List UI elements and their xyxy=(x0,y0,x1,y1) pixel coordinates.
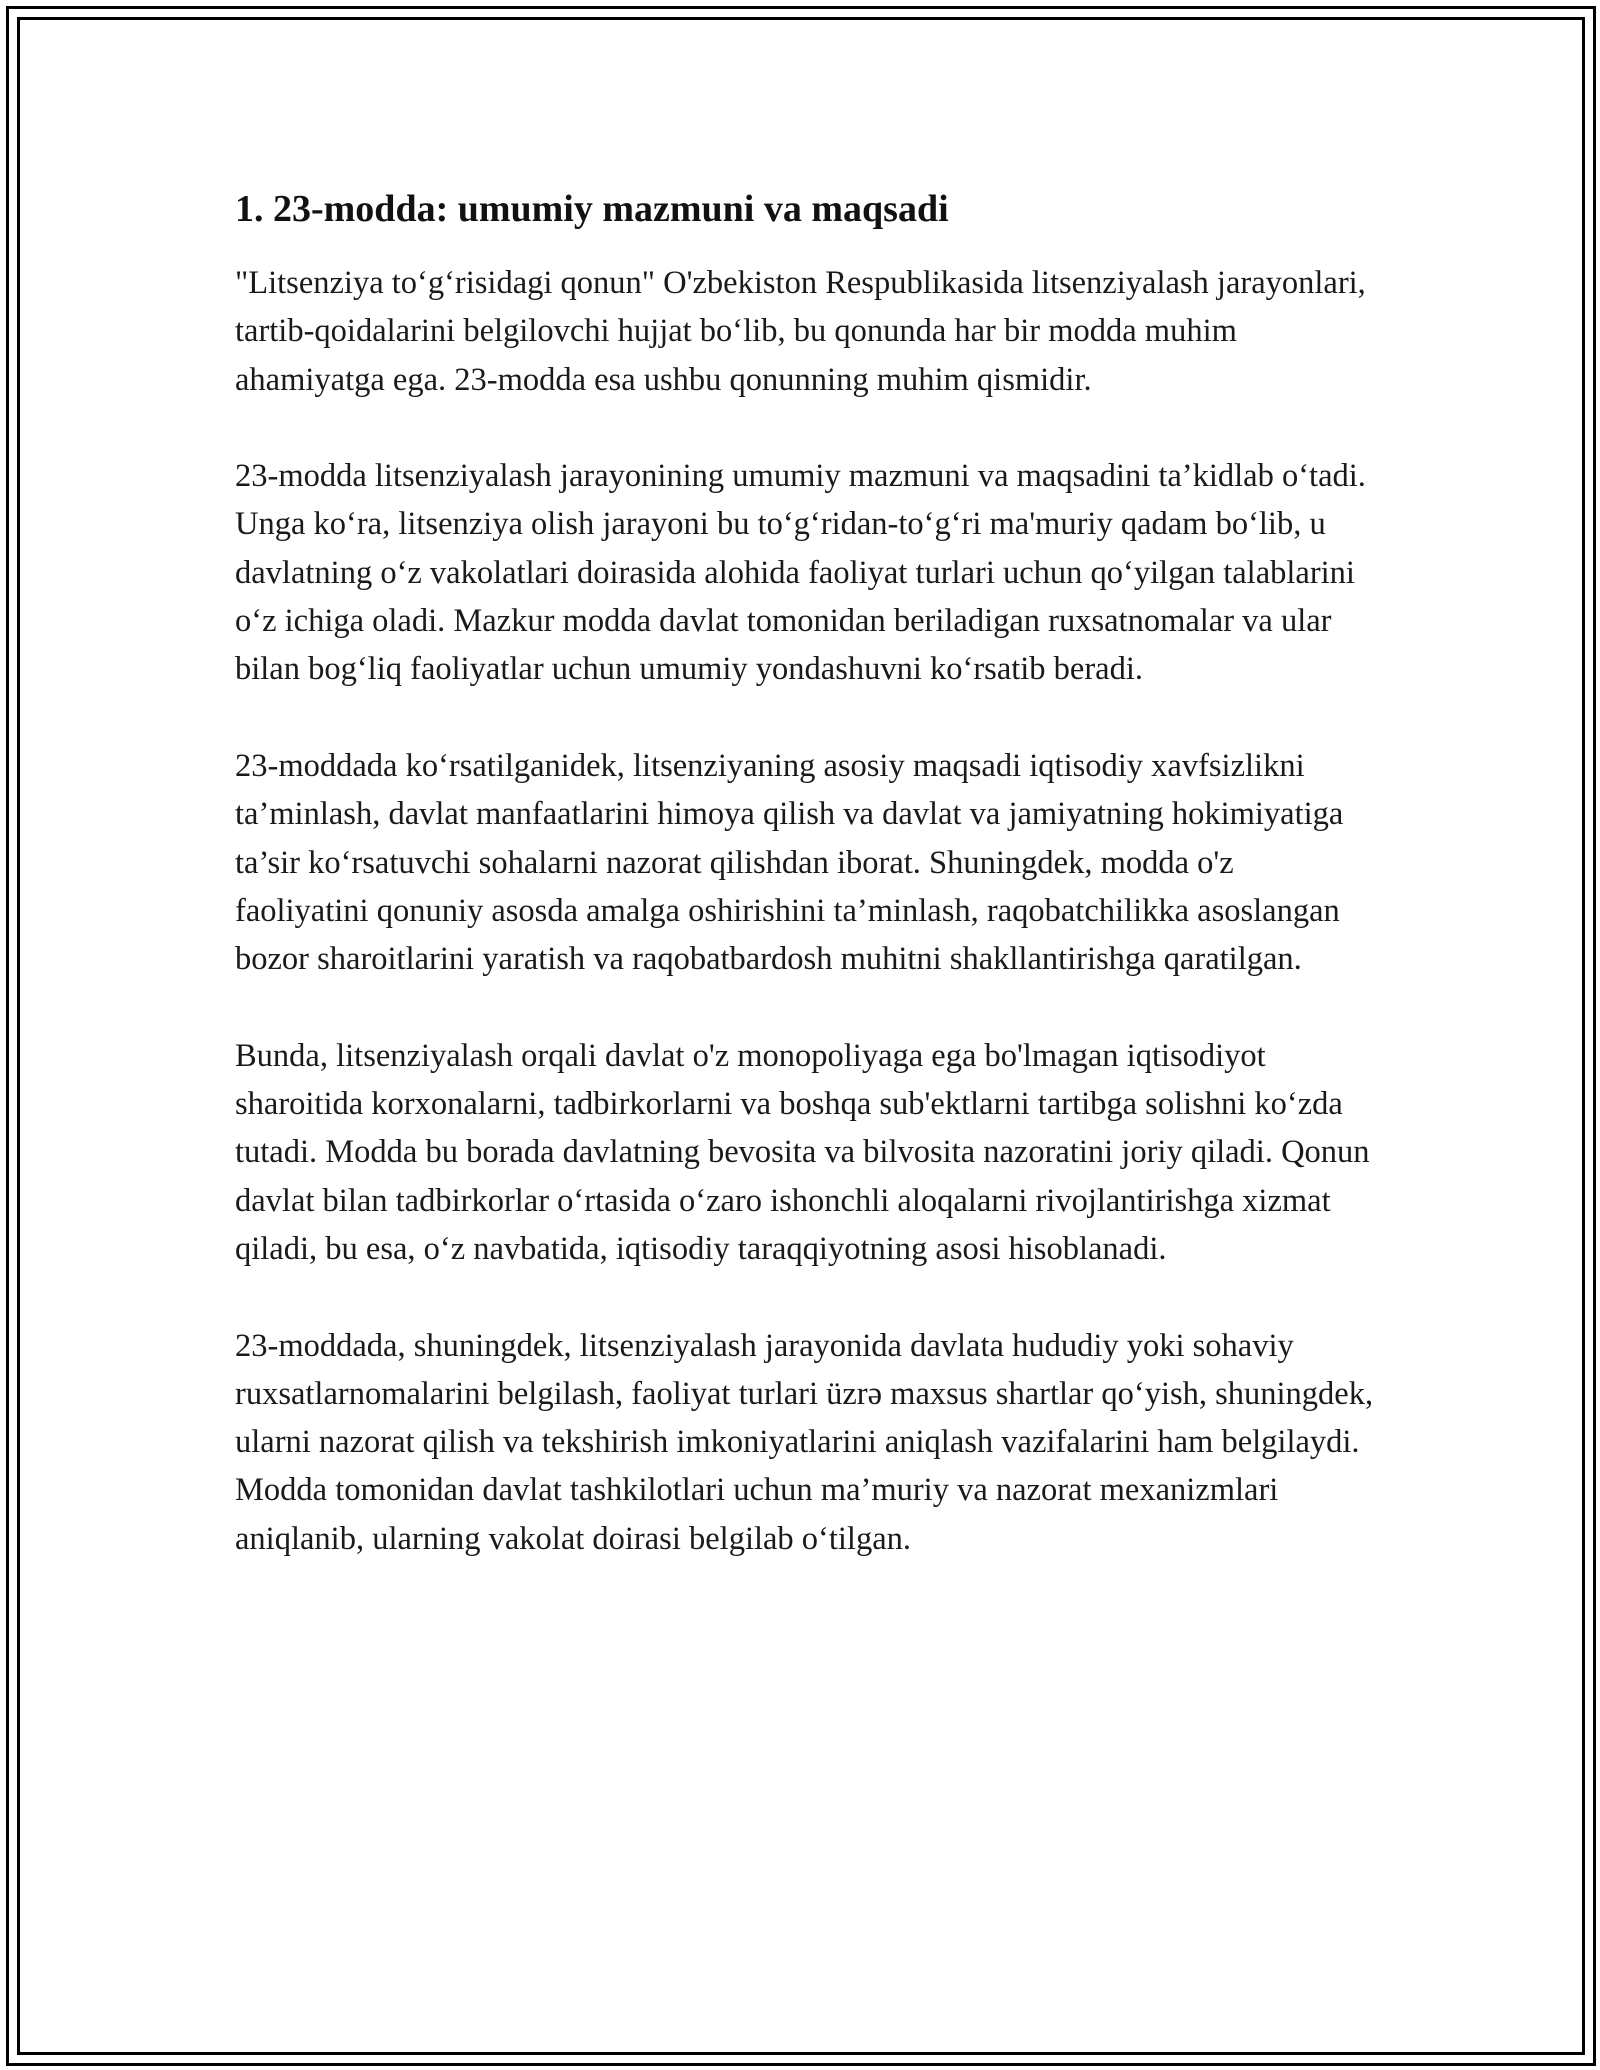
section-heading: 1. 23-modda: umumiy mazmuni va maqsadi xyxy=(235,188,949,230)
paragraph-intro: "Litsenziya to‘g‘risidagi qonun" O'zbekiston Respublikasida litsenziyalash jarayonlari, tartib-qoidalarini belgilovchi hujjat bo‘lib, bu qonunda har bir modda muhim ahamiyatga ega. 23-modda esa ushbu qonunning muhim qismidir. xyxy=(235,265,1366,398)
paragraph-regulation: Bunda, litsenziyalash orqali davlat o'z monopoliyaga ega bo'lmagan iqtisodiyot sharoitida korxonalarni, tadbirkorlarni va boshqa sub'ektlarni tartibga solishni ko‘zda tutadi. Modda bu borada davlatning bevosita va bilvosita nazoratini joriy qiladi. Qonun davlat bilan tadbirkorlar o‘rtasida o‘zaro ishonchli aloqalarni rivojlantirishga xizmat qiladi, bu esa, o‘z navbatida, iqtisodiy taraqqiyotning asosi hisoblanadi. xyxy=(235,1037,1370,1267)
paragraph-content: 23-modda litsenziyalash jarayonining umumiy mazmuni va maqsadini ta’kidlab o‘tadi. Unga ko‘ra, litsenziya olish jarayoni bu to‘g‘ridan-to‘g‘ri ma'muriy qadam bo‘lib, u davlatning o‘z vakolatlari doirasida alohida faoliyat turlari uchun qo‘yilgan talablarini o‘z ichiga oladi. Mazkur modda davlat tomonidan beriladigan ruxsatnomalar va ular bilan bog‘liq faoliyatlar uchun umumiy yondashuvni ko‘rsatib beradi. xyxy=(235,458,1366,688)
document-body xyxy=(235,185,1375,1611)
paragraph-purpose: 23-moddada ko‘rsatilganidek, litsenziyaning asosiy maqsadi iqtisodiy xavfsizlikni ta’minlash, davlat manfaatlarini himoya qilish va davlat va jamiyatning hokimiyatiga ta’sir ko‘rsatuvchi sohalarni nazorat qilishdan iborat. Shuningdek, modda o'z faoliyatini qonuniy asosda amalga oshirishini ta’minlash, raqobatchilikka asoslangan bozor sharoitlarini yaratish va raqobatbardosh muhitni shakllantirishga qaratilgan. xyxy=(235,747,1344,978)
paragraph-duties: 23-moddada, shuningdek, litsenziyalash jarayonida davlata hududiy yoki sohaviy ruxsatlarnomalarini belgilash, faoliyat turlari üzrə maxsus shartlar qo‘yish, shuningdek, ularni nazorat qilish va tekshirish imkoniyatlarini aniqlash vazifalarini ham belgilaydi. Modda tomonidan davlat tashkilotlari uchun ma’muriy va nazorat mexanizmlari aniqlanib, ularning vakolat doirasi belgilab o‘tilgan. xyxy=(235,1327,1374,1557)
